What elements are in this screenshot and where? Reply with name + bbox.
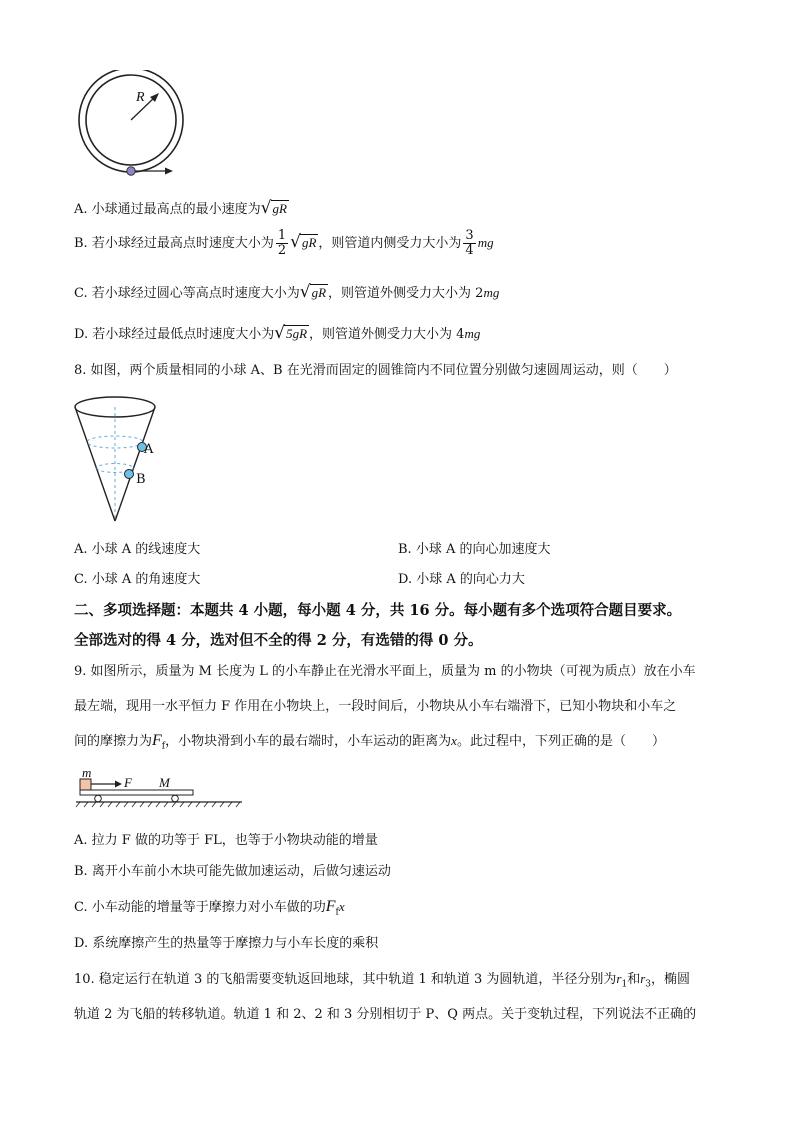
q9-stem-line3: 间的摩擦力为$F_f$，小物块滑到小车的最右端时，小车运动的距离为x。此过程中，下列正确的是（ ） bbox=[74, 732, 665, 752]
q9-stem-line1: 9. 如图所示，质量为 M 长度为 L 的小车静止在光滑水平面上，质量为 m 的小物块（可视为质点）放在小车 bbox=[74, 664, 696, 679]
q8-option-b[interactable]: B. 小球 A 的向心加速度大 bbox=[398, 542, 551, 557]
q8-option-d[interactable]: D. 小球 A 的向心力大 bbox=[398, 572, 525, 587]
fig-label-m: m bbox=[82, 765, 92, 780]
q7-option-c[interactable]: C. 若小球经过圆心等高点时速度大小为√gR ，则管道外侧受力大小为 2mg bbox=[74, 282, 500, 302]
section2-heading-line1: 二、多项选择题：本题共 4 小题，每小题 4 分，共 16 分。每小题有多个选项符合题目要求。 bbox=[74, 602, 682, 619]
section2-heading-line2: 全部选对的得 4 分，选对但不全的得 2 分，有选错的得 0 分。 bbox=[74, 632, 483, 649]
q9-option-d[interactable]: D. 系统摩擦产生的热量等于摩擦力与小车长度的乘积 bbox=[74, 936, 379, 951]
q7-option-a[interactable]: A. 小球通过最高点的最小速度为√gR bbox=[74, 198, 287, 218]
q10-stem-line1: 10. 稳定运行在轨道 3 的飞船需要变轨返回地球，其中轨道 1 和轨道 3 为圆轨道，半径分别为$r_1$和$r_3$，椭圆 bbox=[74, 971, 691, 990]
q8-option-a[interactable]: A. 小球 A 的线速度大 bbox=[74, 542, 201, 557]
ball-b-label: B bbox=[136, 472, 146, 487]
fig-label-F: F bbox=[124, 775, 132, 790]
q8-option-c[interactable]: C. 小球 A 的角速度大 bbox=[74, 572, 201, 587]
radius-label: R bbox=[136, 90, 145, 105]
q8-stem: 8. 如图，两个质量相同的小球 A、B 在光滑而固定的圆锥筒内不同位置分别做匀速圆周运动，则（ ） bbox=[74, 363, 677, 378]
circular-tube-figure bbox=[76, 70, 206, 182]
q7-option-d[interactable]: D. 若小球经过最低点时速度大小为√5gR ，则管道外侧受力大小为 4mg bbox=[74, 323, 481, 343]
q9-stem-line2: 最左端，现用一水平恒力 F 作用在小物块上，一段时间后，小物块从小车右端滑下，已知小物块和小车之 bbox=[74, 699, 677, 714]
fig-label-M: M bbox=[159, 775, 170, 790]
q9-option-a[interactable]: A. 拉力 F 做的功等于 FL，也等于小物块动能的增量 bbox=[74, 833, 378, 848]
q9-option-c[interactable]: C. 小车动能的增量等于摩擦力对小车做的功$F_fx$ bbox=[74, 898, 345, 918]
q9-option-b[interactable]: B. 离开小车前小木块可能先做加速运动，后做匀速运动 bbox=[74, 864, 391, 879]
q10-stem-line2: 轨道 2 为飞船的转移轨道。轨道 1 和 2、2 和 3 分别相切于 P、Q 两点。关于变轨过程，下列说法不正确的 bbox=[74, 1007, 697, 1022]
cone-figure bbox=[70, 395, 180, 525]
ball-a-label: A bbox=[144, 442, 154, 457]
q7-option-b[interactable]: B. 若小球经过最高点时速度大小为 $\frac{1}{2}$ √gR ，则管道内侧受力大小为 $\frac{3}{4}$ mg bbox=[74, 228, 494, 258]
